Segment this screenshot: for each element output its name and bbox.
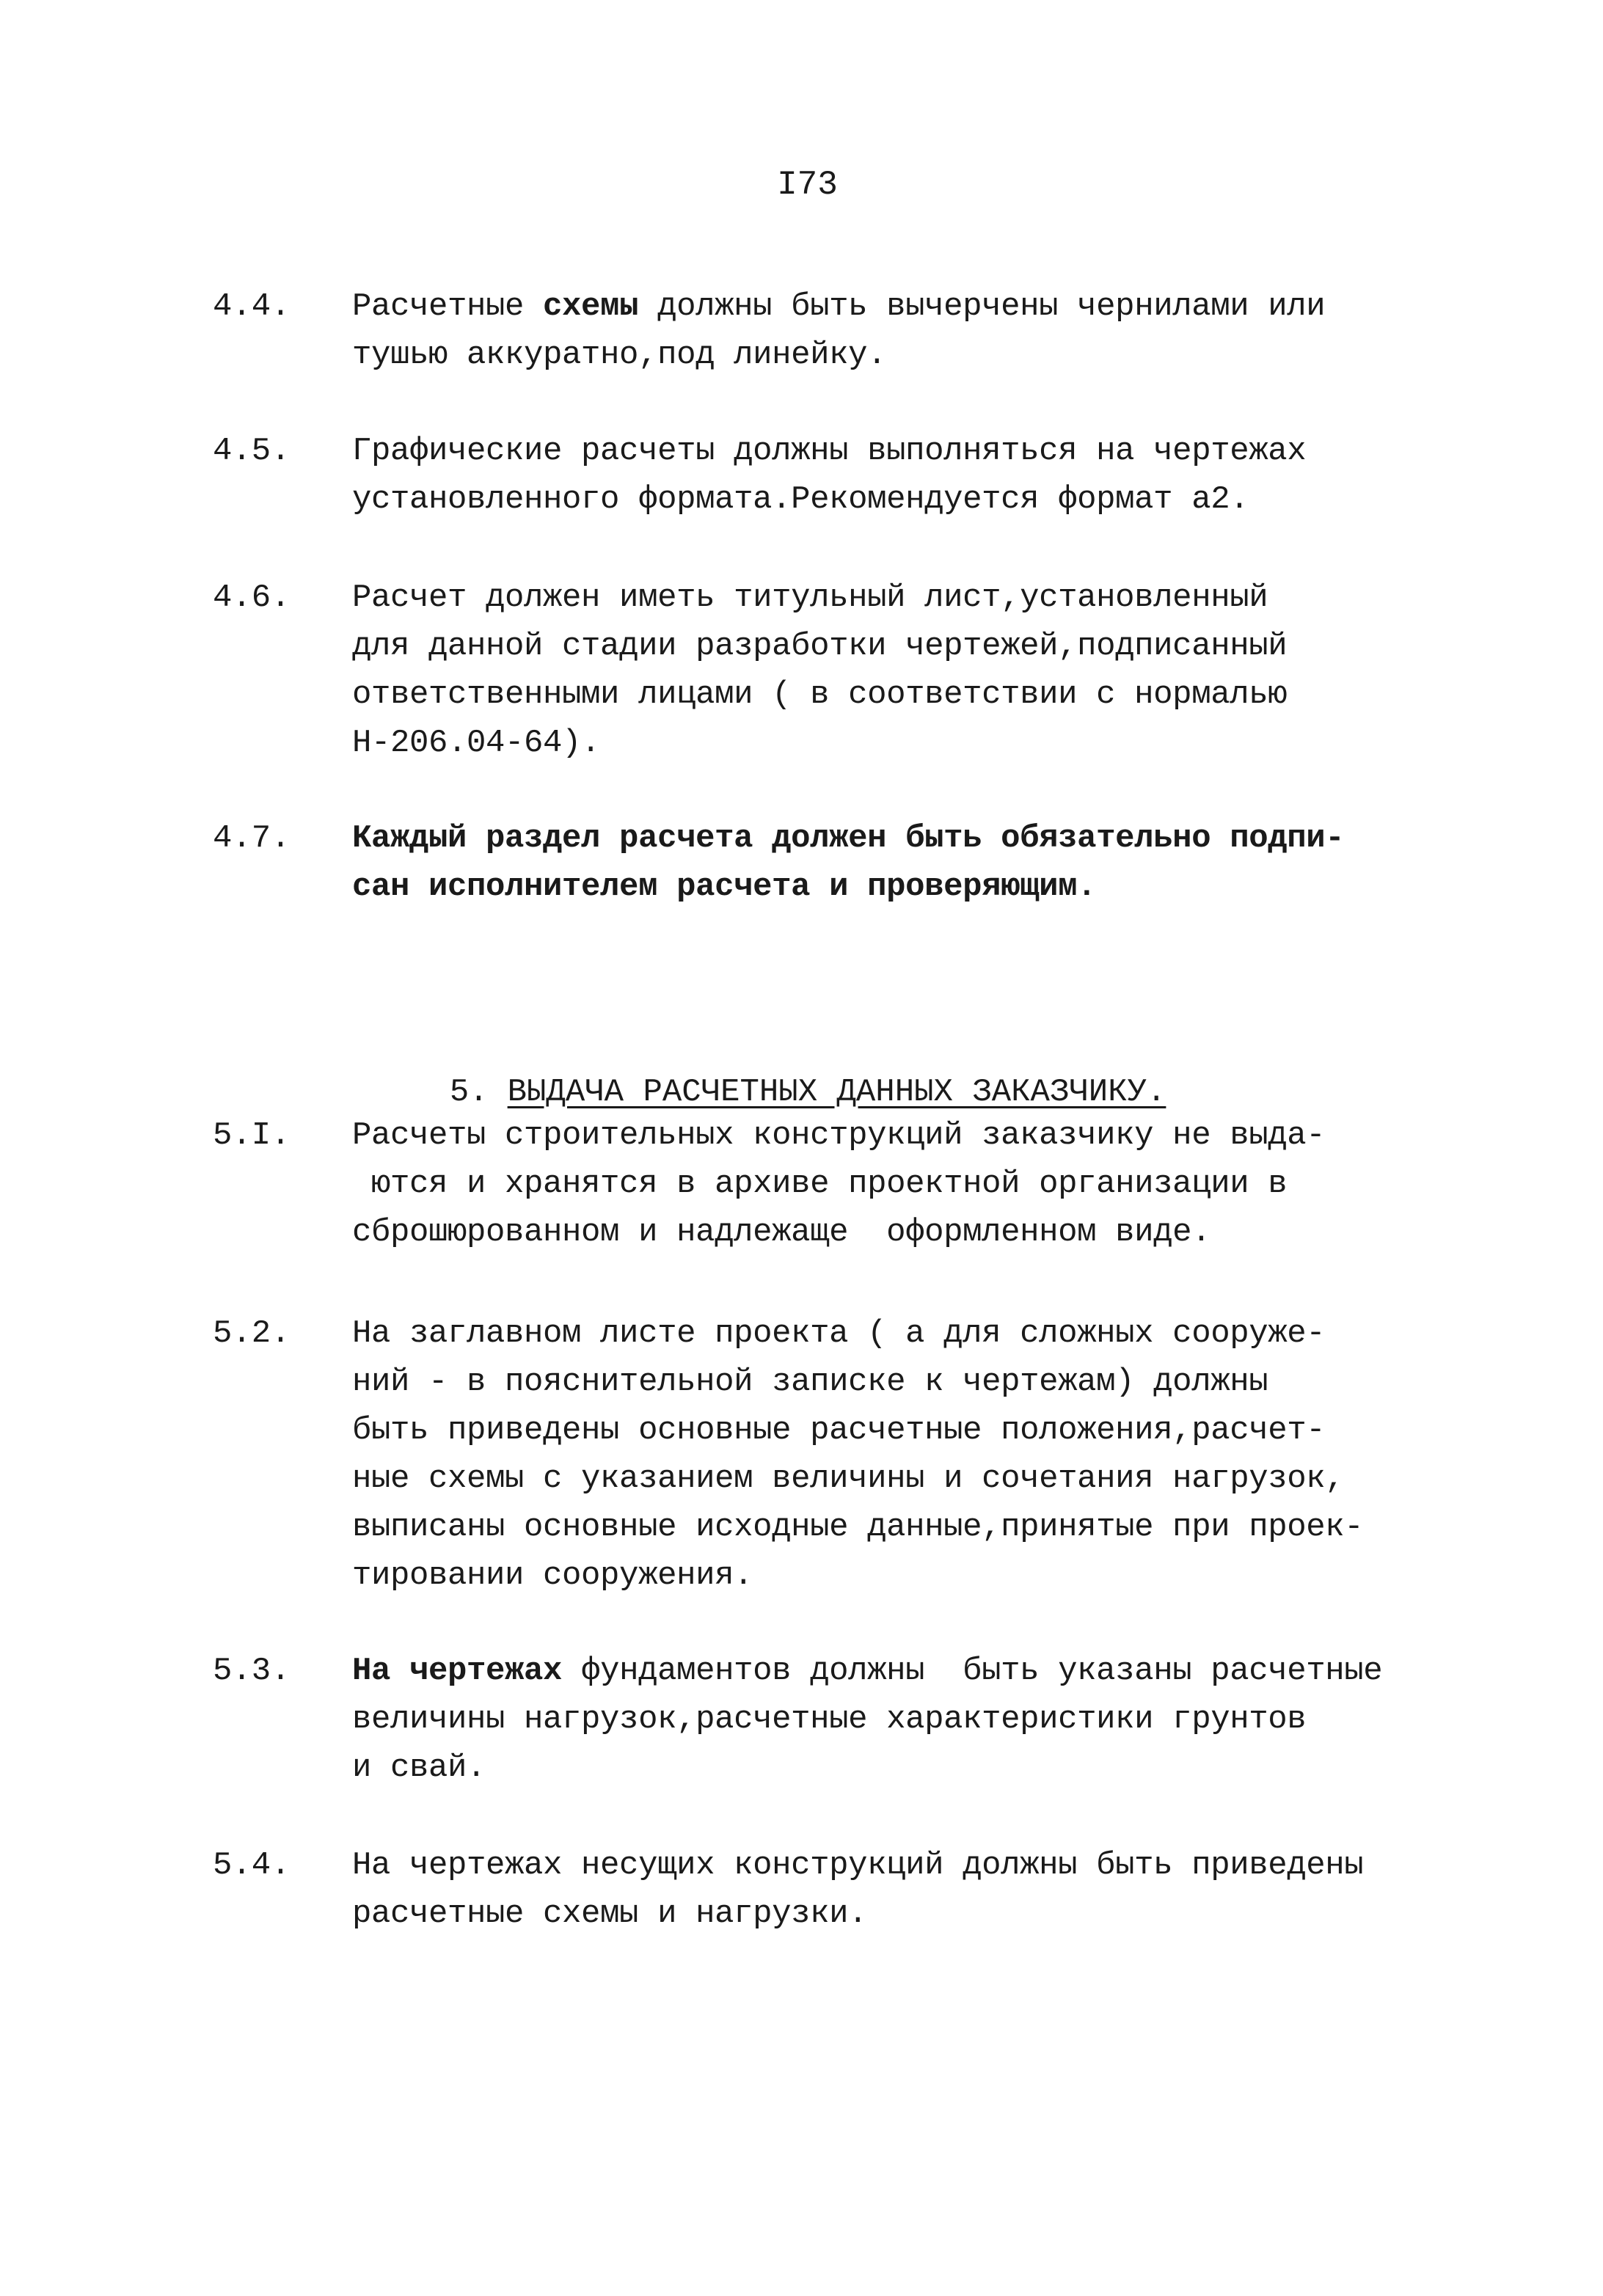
paragraph-line: тировании сооружения.: [352, 1557, 753, 1594]
paragraph-number: 5.4.: [213, 1847, 291, 1884]
paragraph-line: величины нагрузок,расчетные характеристики грунтов: [352, 1701, 1307, 1738]
paragraph-line: установленного формата.Рекомендуется формат а2.: [352, 481, 1249, 518]
paragraph-line: ные схемы с указанием величины и сочетания нагрузок,: [352, 1460, 1345, 1497]
section-heading: ВЫДАЧА РАСЧЕТНЫХ ДАННЫХ ЗАКАЗЧИКУ.: [507, 1074, 1166, 1111]
paragraph-line: Расчетные схемы должны быть вычерчены чернилами или: [352, 288, 1326, 325]
paragraph-line: ответственными лицами ( в соответствии с нормалью: [352, 676, 1288, 713]
paragraph-line: сброшюрованном и надлежаще оформленном виде.: [352, 1214, 1211, 1251]
paragraph-line: быть приведены основные расчетные положения,расчет-: [352, 1412, 1326, 1449]
paragraph-line: Расчет должен иметь титульный лист,установленный: [352, 580, 1268, 616]
paragraph-line: расчетные схемы и нагрузки.: [352, 1895, 868, 1932]
paragraph-number: 5.2.: [213, 1315, 291, 1352]
paragraph-line: Графические расчеты должны выполняться на чертежах: [352, 433, 1307, 469]
section-title: [411, 1020, 1166, 1116]
paragraph-line: Расчеты строительных конструкций заказчику не выда-: [352, 1117, 1326, 1154]
paragraph-line: Н-206.04-64).: [352, 725, 601, 761]
paragraph-number: 4.4.: [213, 288, 291, 325]
paragraph-number: 5.I.: [213, 1117, 291, 1154]
paragraph-line: ний - в пояснительной записке к чертежам) должны: [352, 1364, 1268, 1400]
paragraph-number: 5.3.: [213, 1653, 291, 1689]
paragraph-line: сан исполнителем расчета и проверяющим.: [352, 869, 1097, 905]
paragraph-line: и свай.: [352, 1750, 486, 1786]
paragraph-line: ются и хранятся в архиве проектной организации в: [352, 1166, 1288, 1202]
paragraph-line: Каждый раздел расчета должен быть обязательно подпи-: [352, 820, 1345, 857]
paragraph-line: На чертежах несущих конструкций должны быть приведены: [352, 1847, 1364, 1884]
paragraph-line: для данной стадии разработки чертежей,подписанный: [352, 628, 1288, 665]
paragraph-number: 4.5.: [213, 433, 291, 469]
paragraph-number: 4.7.: [213, 820, 291, 857]
paragraph-line: выписаны основные исходные данные,принятые при проек-: [352, 1509, 1364, 1546]
paragraph-line: тушью аккуратно,под линейку.: [352, 337, 887, 373]
page-number: I73: [777, 166, 838, 204]
paragraph-line: На заглавном листе проекта ( а для сложных сооруже-: [352, 1315, 1326, 1352]
paragraph-number: 4.6.: [213, 580, 291, 616]
section-number: 5.: [449, 1074, 489, 1111]
paragraph-line: На чертежах фундаментов должны быть указаны расчетные: [352, 1653, 1383, 1689]
